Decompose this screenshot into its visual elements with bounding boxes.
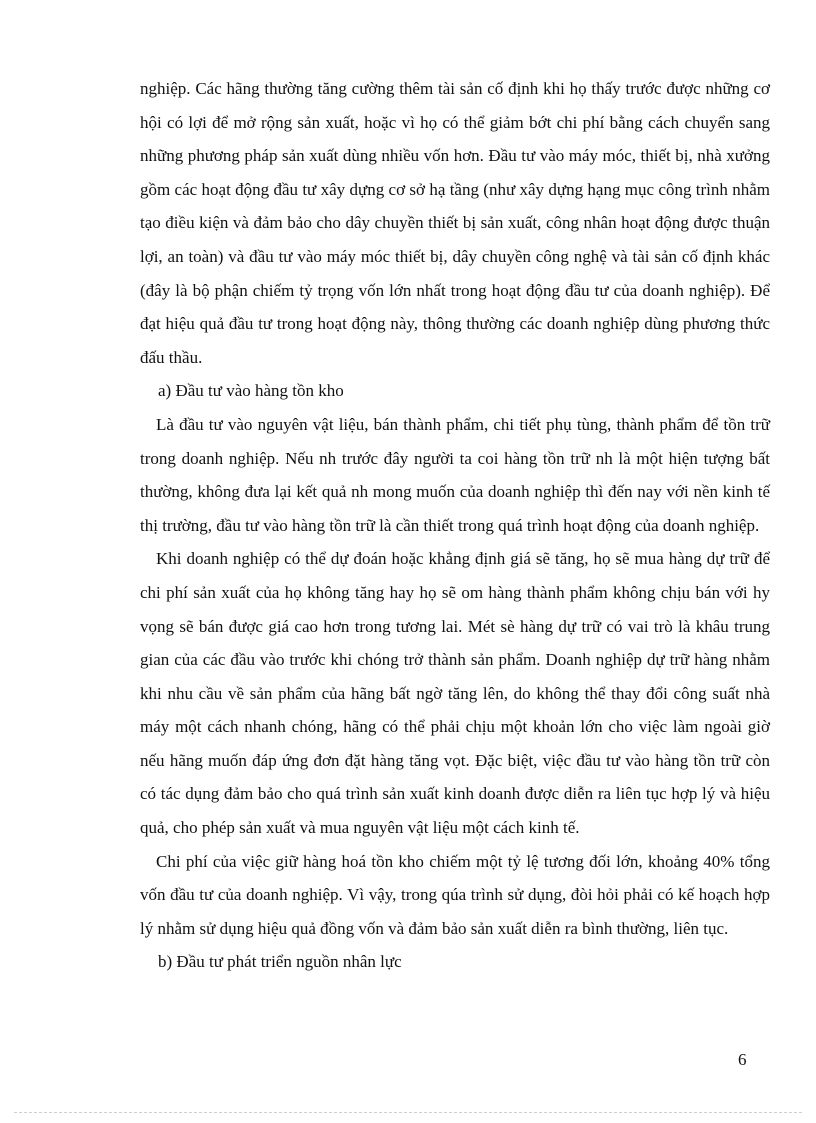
paragraph-fixed-asset-investment: nghiệp. Các hãng thường tăng cường thêm tài sản cố định khi họ thấy trước được những cơ hội có lợi để mở rộng sản xuất, hoặc vì họ có thể giảm bớt chi phí bằng cách chuyển sang những phương pháp sản xuất dùng nhiều vốn hơn. Đầu tư vào máy móc, thiết bị, nhà xưởng gồm các hoạt động đầu tư xây dựng cơ sở hạ tầng (như xây dựng hạng mục công trình nhằm tạo điều kiện và đảm bảo cho dây chuyền thiết bị sản xuất, công nhân hoạt động được thuận lợi, an toàn) và đầu tư vào máy móc thiết bị, dây chuyền công nghệ và tài sản cố định khác (đây là bộ phận chiếm tỷ trọng vốn lớn nhất trong hoạt động đầu tư của doanh nghiệp). Để đạt hiệu quả đầu tư trong hoạt động này, thông thường các doanh nghiệp dùng phương thức đấu thầu. — [140, 79, 770, 367]
page-bottom-divider — [14, 1112, 802, 1113]
section-heading-inventory-investment: a) Đầu tư vào hàng tồn kho — [158, 381, 344, 401]
paragraph-inventory-cost: Chi phí của việc giữ hàng hoá tồn kho chiếm một tỷ lệ tương đối lớn, khoảng 40% tổng vốn đầu tư của doanh nghiệp. Vì vậy, trong qúa trình sử dụng, đòi hỏi phải có kế hoạch hợp lý nhằm sử dụng hiệu quả đồng vốn và đảm bảo sản xuất diễn ra bình thường, liên tục. — [140, 851, 770, 938]
document-body — [140, 72, 770, 979]
paragraph-inventory-definition: Là đầu tư vào nguyên vật liệu, bán thành phẩm, chi tiết phụ tùng, thành phẩm để tồn trữ trong doanh nghiệp. Nếu nh trước đây người ta coi hàng tồn trữ nh là một hiện tượng bất thường, không đưa lại kết quả nh mong muốn của doanh nghiệp thì đến nay với nền kinh tế thị trường, đầu tư vào hàng tồn trữ là cần thiết trong quá trình hoạt động của doanh nghiệp. — [140, 414, 770, 535]
section-heading-human-resources: b) Đầu tư phát triển nguồn nhân lực — [158, 952, 402, 972]
page-number: 6 — [738, 1050, 747, 1069]
paragraph-inventory-reasons: Khi doanh nghiệp có thể dự đoán hoặc khẳng định giá sẽ tăng, họ sẽ mua hàng dự trữ để chi phí sản xuất của họ không tăng hay họ sẽ om hàng thành phẩm không chịu bán với hy vọng sẽ bán được giá cao hơn trong tương lai. Mét sè hàng dự trữ có vai trò là khâu trung gian của các đầu vào trước khi chóng trở thành sản phẩm. Doanh nghiệp dự trữ hàng nhằm khi nhu cầu về sản phẩm của hãng bất ngờ tăng lên, do không thể thay đổi công suất nhà máy một cách nhanh chóng, hãng có thể phải chịu một khoản lớn cho việc làm ngoài giờ nếu hãng muốn đáp ứng đơn đặt hàng tăng vọt. Đặc biệt, việc đầu tư vào hàng tồn trữ còn có tác dụng đảm bảo cho quá trình sản xuất kinh doanh được diễn ra liên tục hợp lý và hiệu quả, cho phép sản xuất và mua nguyên vật liệu một cách kinh tế. — [140, 549, 770, 838]
